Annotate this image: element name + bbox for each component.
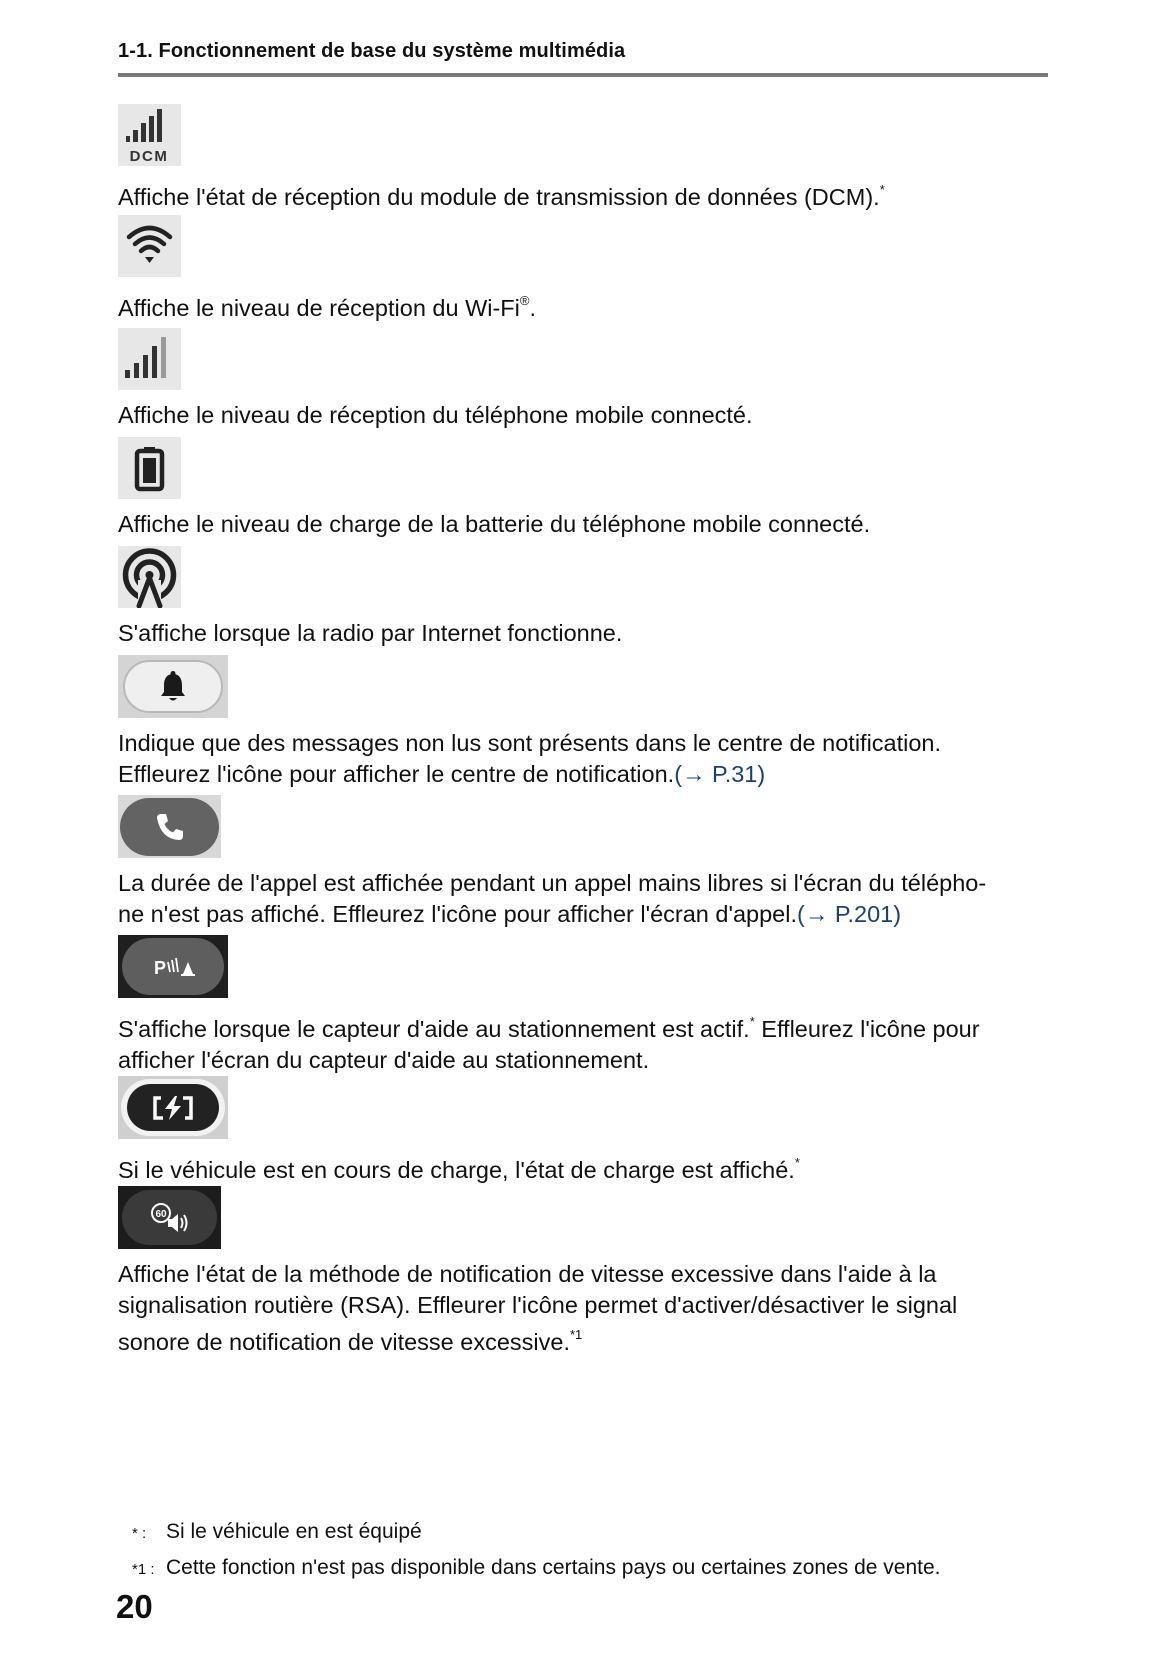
signal-bars-dcm-icon xyxy=(118,104,181,166)
internet-radio-icon xyxy=(118,546,181,608)
entry-rsa xyxy=(118,1186,1048,1358)
parking-sensor-icon xyxy=(145,952,201,982)
entry-parking-sensor xyxy=(118,935,1048,1076)
entry-dcm xyxy=(118,104,1048,213)
page-number: 20 xyxy=(116,1588,153,1625)
entry-wifi xyxy=(118,215,1048,324)
entry-notification xyxy=(118,655,1048,790)
bell-icon xyxy=(155,669,191,705)
battery-icon xyxy=(118,437,181,499)
phone-icon xyxy=(153,810,187,844)
page-link-201[interactable]: (→ P.201) xyxy=(797,901,902,927)
rsa-description: Affiche l'état de la méthode de notification de vitesse excessive dans l'aide à la signalisation routière (RSA). Effleurer l'icône permet d'activer/désactiver le signal sonore de notification de vitesse excessive.$^{*1}$ xyxy=(118,1261,958,1355)
call-description: La durée de l'appel est affichée pendant un appel mains libres si l'écran du télépho- ne n'est pas affiché. Effleurez l'icône pour afficher l'écran d'appel.(→ P.201) xyxy=(118,870,987,927)
footnotes xyxy=(132,1515,941,1587)
mobile-signal-description: Affiche le niveau de réception du téléphone mobile connecté. xyxy=(118,402,753,428)
notification-description: Indique que des messages non lus sont présents dans le centre de notification. Effleurez l'icône pour afficher le centre de notification.(→ P.31) xyxy=(118,730,942,787)
svg-text:60: 60 xyxy=(154,1208,167,1220)
charging-description: Si le véhicule est en cours de charge, l'état de charge est affiché.* xyxy=(118,1155,800,1183)
parking-sensor-description: S'affiche lorsque le capteur d'aide au stationnement est actif.* Effleurez l'icône pour afficher l'écran du capteur d'aide au stationnement. xyxy=(118,1014,980,1073)
svg-text:DCM: DCM xyxy=(129,148,169,165)
entry-internet-radio xyxy=(118,546,1048,649)
entry-battery xyxy=(118,437,1048,540)
wifi-icon xyxy=(118,215,181,277)
svg-text:P: P xyxy=(154,957,167,978)
entry-call xyxy=(118,795,1048,930)
dcm-description: Affiche l'état de réception du module de transmission de données (DCM).* xyxy=(118,182,885,210)
rsa-sound-button[interactable] xyxy=(118,1186,221,1249)
charging-button[interactable] xyxy=(118,1076,228,1139)
signal-bars-icon xyxy=(118,328,181,390)
page-link-31[interactable]: (→ P.31) xyxy=(674,761,766,787)
notification-button[interactable] xyxy=(118,655,228,718)
charging-icon xyxy=(151,1094,195,1122)
entry-mobile-signal xyxy=(118,328,1048,431)
call-button[interactable] xyxy=(118,795,221,858)
battery-description: Affiche le niveau de charge de la batterie du téléphone mobile connecté. xyxy=(118,511,871,537)
footnote-availability: *1 : Cette fonction n'est pas disponible dans certains pays ou certaines zones de vente. xyxy=(132,1556,941,1579)
speed-sound-icon xyxy=(148,1201,192,1235)
entry-charging xyxy=(118,1076,1048,1186)
page-header xyxy=(118,40,1048,63)
internet-radio-description: S'affiche lorsque la radio par Internet fonctionne. xyxy=(118,620,623,646)
parking-sensor-button[interactable] xyxy=(118,935,228,998)
section-title: 1-1. Fonctionnement de base du système multimédia xyxy=(118,40,626,62)
wifi-description: Affiche le niveau de réception du Wi-Fi®. xyxy=(118,293,537,321)
header-divider xyxy=(118,73,1048,77)
footnote-equipped: * : Si le véhicule en est équipé xyxy=(132,1520,422,1543)
